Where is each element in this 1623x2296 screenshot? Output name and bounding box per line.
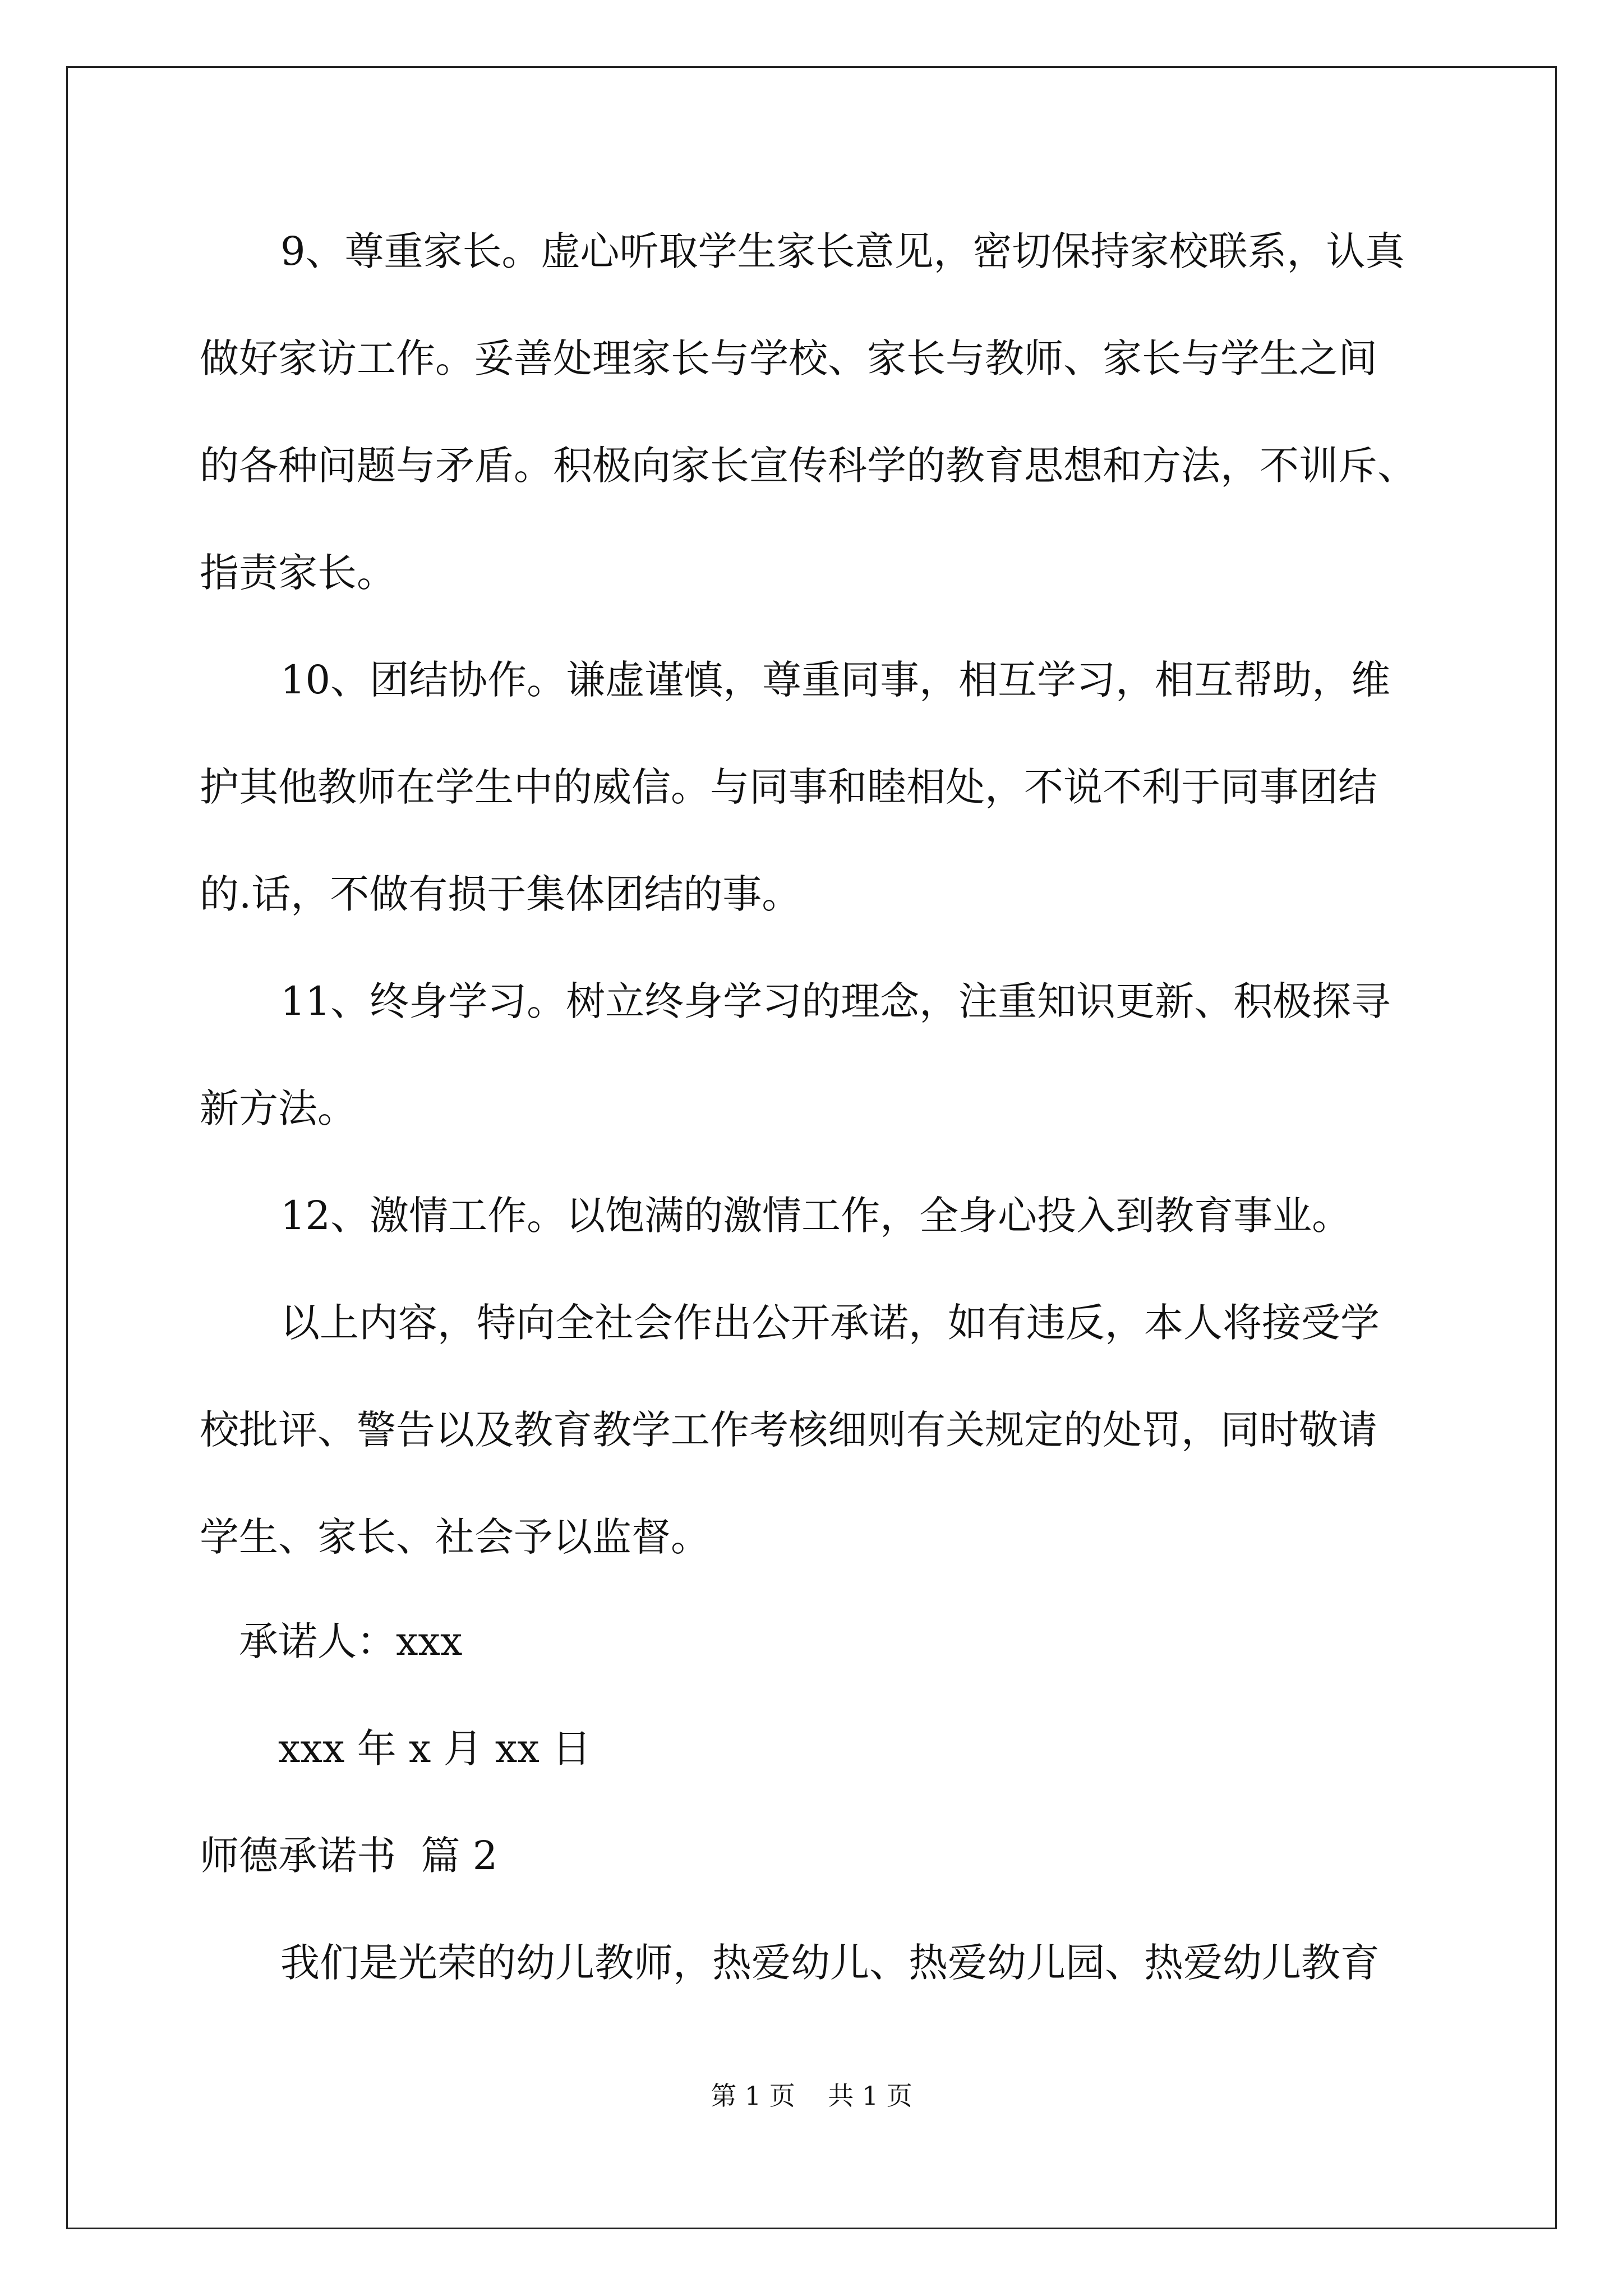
signatory-line: 承诺人：xxx	[239, 1618, 463, 1664]
section-heading: 师德承诺书 篇 2	[200, 1833, 498, 1879]
text-line: 12、激情工作。以饱满的激情工作，全身心投入到教育事业。	[280, 1193, 1352, 1239]
text-line: 的.话，不做有损于集体团结的事。	[200, 871, 801, 917]
text-line: 9、尊重家长。虚心听取学生家长意见，密切保持家校联系，认真	[280, 228, 1405, 274]
text-line: 校批评、警告以及教育教学工作考核细则有关规定的处罚，同时敬请	[200, 1407, 1377, 1453]
text-line: 10、团结协作。谦虚谨慎，尊重同事，相互学习，相互帮助，维	[280, 657, 1391, 703]
text-line: 11、终身学习。树立终身学习的理念，注重知识更新、积极探寻	[280, 978, 1391, 1024]
page-footer: 第 1 页 共 1 页	[711, 2081, 912, 2111]
text-line: 做好家访工作。妥善处理家长与学校、家长与教师、家长与学生之间	[200, 335, 1377, 381]
text-line: 的各种问题与矛盾。积极向家长宣传科学的教育思想和方法，不训斥、	[200, 443, 1417, 489]
page-border	[66, 66, 1557, 2229]
text-line: 学生、家长、社会予以监督。	[200, 1514, 710, 1560]
text-line: 我们是光荣的幼儿教师，热爱幼儿、热爱幼儿园、热爱幼儿教育	[280, 1940, 1380, 1986]
text-line: 新方法。	[200, 1085, 357, 1131]
text-line: 以上内容，特向全社会作出公开承诺，如有违反，本人将接受学	[280, 1300, 1380, 1346]
text-line: 护其他教师在学生中的威信。与同事和睦相处，不说不利于同事团结	[200, 764, 1377, 810]
date-line: xxx 年 x 月 xx 日	[278, 1726, 592, 1772]
text-line: 指责家长。	[200, 550, 396, 596]
